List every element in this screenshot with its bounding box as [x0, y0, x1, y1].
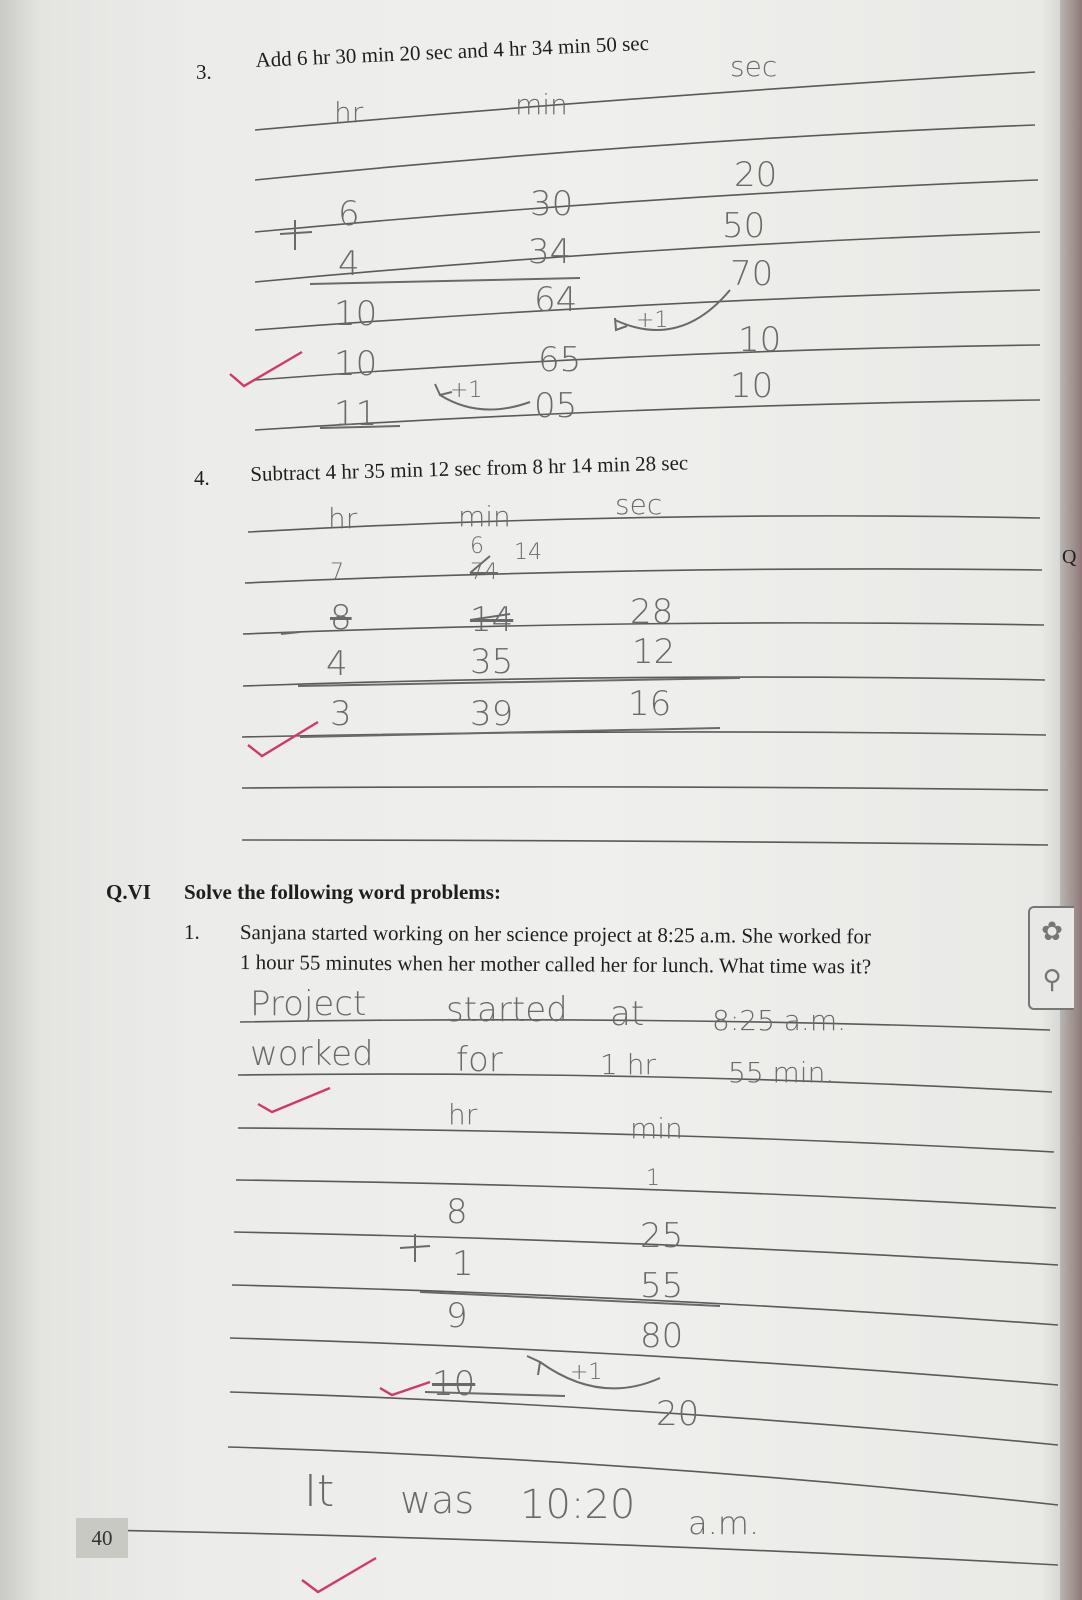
q3-carry-2: +1 [450, 378, 483, 403]
q3-row2-hr: 4 [338, 244, 360, 284]
q3-row1-sec: 20 [734, 155, 778, 195]
q4-row1-min: 14 [470, 600, 514, 640]
problem-1-number: 1. [184, 920, 200, 944]
q4-header-hr: hr [328, 502, 358, 535]
q4-struck-min: 74 [470, 560, 498, 585]
q3-row1-min: 30 [530, 184, 574, 224]
q4-result-sec: 16 [628, 684, 672, 724]
q6-row3-hr: 9 [446, 1296, 468, 1336]
q3-row4-min: 65 [538, 340, 582, 380]
brain-icon: ✿ [1041, 917, 1063, 947]
q3-row1-hr: 6 [338, 194, 360, 234]
page-edge [1060, 0, 1082, 1600]
q6-header-min: min [630, 1112, 683, 1145]
question-4-number: 4. [194, 466, 210, 490]
q6-header-hr: hr [448, 1098, 478, 1131]
section-6-heading: Solve the following word problems: [184, 880, 501, 904]
q3-row5-sec: 10 [730, 366, 774, 406]
answer-line1-time: 8:25 a.m. [712, 1004, 847, 1037]
q4-row2-min: 35 [470, 642, 514, 682]
q3-header-sec: sec [730, 50, 778, 83]
q3-row3-hr: 10 [334, 294, 378, 334]
q6-carry-top: 1 [646, 1166, 660, 1191]
q3-row3-sec: 70 [730, 254, 774, 294]
q6-row4-min: 20 [656, 1394, 700, 1434]
problem-1-line-1: Sanjana started working on her science project at 8:25 a.m. She worked for [239, 920, 871, 949]
q3-row4-sec: 10 [738, 320, 782, 360]
section-6-label: Q.VI [106, 880, 151, 904]
final-answer-ampm: a.m. [688, 1504, 760, 1542]
final-answer-time: 10:20 [520, 1482, 636, 1528]
q6-row3-min: 80 [640, 1316, 684, 1356]
final-answer-word2: was [400, 1478, 475, 1522]
page-number: 40 [76, 1518, 128, 1558]
q3-row5-hr: 11 [334, 394, 378, 434]
final-answer-word1: It [304, 1466, 335, 1517]
q4-header-sec: sec [615, 488, 663, 521]
q3-row5-min: 05 [534, 386, 578, 426]
q6-row4-hr: 10 [432, 1364, 476, 1404]
q3-row2-min: 34 [528, 232, 572, 272]
q6-row1-hr: 8 [446, 1192, 468, 1232]
problem-1-line-2: 1 hour 55 minutes when her mother called her for lunch. What time was it? [239, 950, 872, 979]
magnifier-icon: ⚲ [1042, 965, 1062, 995]
side-icon-panel [1028, 906, 1074, 1010]
answer-line2-min: 55 min. [728, 1056, 835, 1089]
q3-carry-1: +1 [636, 308, 669, 333]
q4-borrow-6: 6 [470, 534, 484, 559]
q4-borrow-hr: 7 [330, 560, 344, 585]
answer-line2-word1: worked [250, 1034, 374, 1074]
q3-header-min: min [515, 88, 568, 121]
q4-header-min: min [458, 500, 511, 533]
question-4-text: Subtract 4 hr 35 min 12 sec from 8 hr 14 min 28 sec [250, 450, 689, 486]
q3-header-hr: hr [334, 96, 364, 129]
q6-row2-min: 55 [640, 1266, 684, 1306]
q4-result-min: 39 [470, 694, 514, 734]
q6-carry: +1 [570, 1360, 603, 1385]
answer-line1-word1: Project [250, 984, 367, 1024]
q6-row2-hr: 1 [452, 1244, 474, 1284]
answer-line1-word2: started [446, 990, 568, 1030]
q3-row4-hr: 10 [334, 344, 378, 384]
q4-result-hr: 3 [330, 694, 352, 734]
q3-row3-min: 64 [534, 280, 578, 320]
answer-line2-word2: for [456, 1040, 503, 1080]
answer-line2-hr: 1 hr [600, 1048, 656, 1081]
question-3-number: 3. [196, 60, 212, 84]
q3-row2-sec: 50 [722, 206, 766, 246]
question-3-text: Add 6 hr 30 min 20 sec and 4 hr 34 min 50 sec [255, 30, 650, 72]
q4-row1-hr: 8 [330, 598, 352, 638]
margin-mark: Q [1062, 546, 1077, 568]
q4-row1-sec: 28 [630, 592, 674, 632]
q4-row2-hr: 4 [326, 644, 348, 684]
answer-line1-word3: at [610, 994, 645, 1034]
q4-borrow-14: 14 [514, 540, 542, 565]
q4-row2-sec: 12 [632, 632, 676, 672]
q6-row1-min: 25 [640, 1216, 684, 1256]
